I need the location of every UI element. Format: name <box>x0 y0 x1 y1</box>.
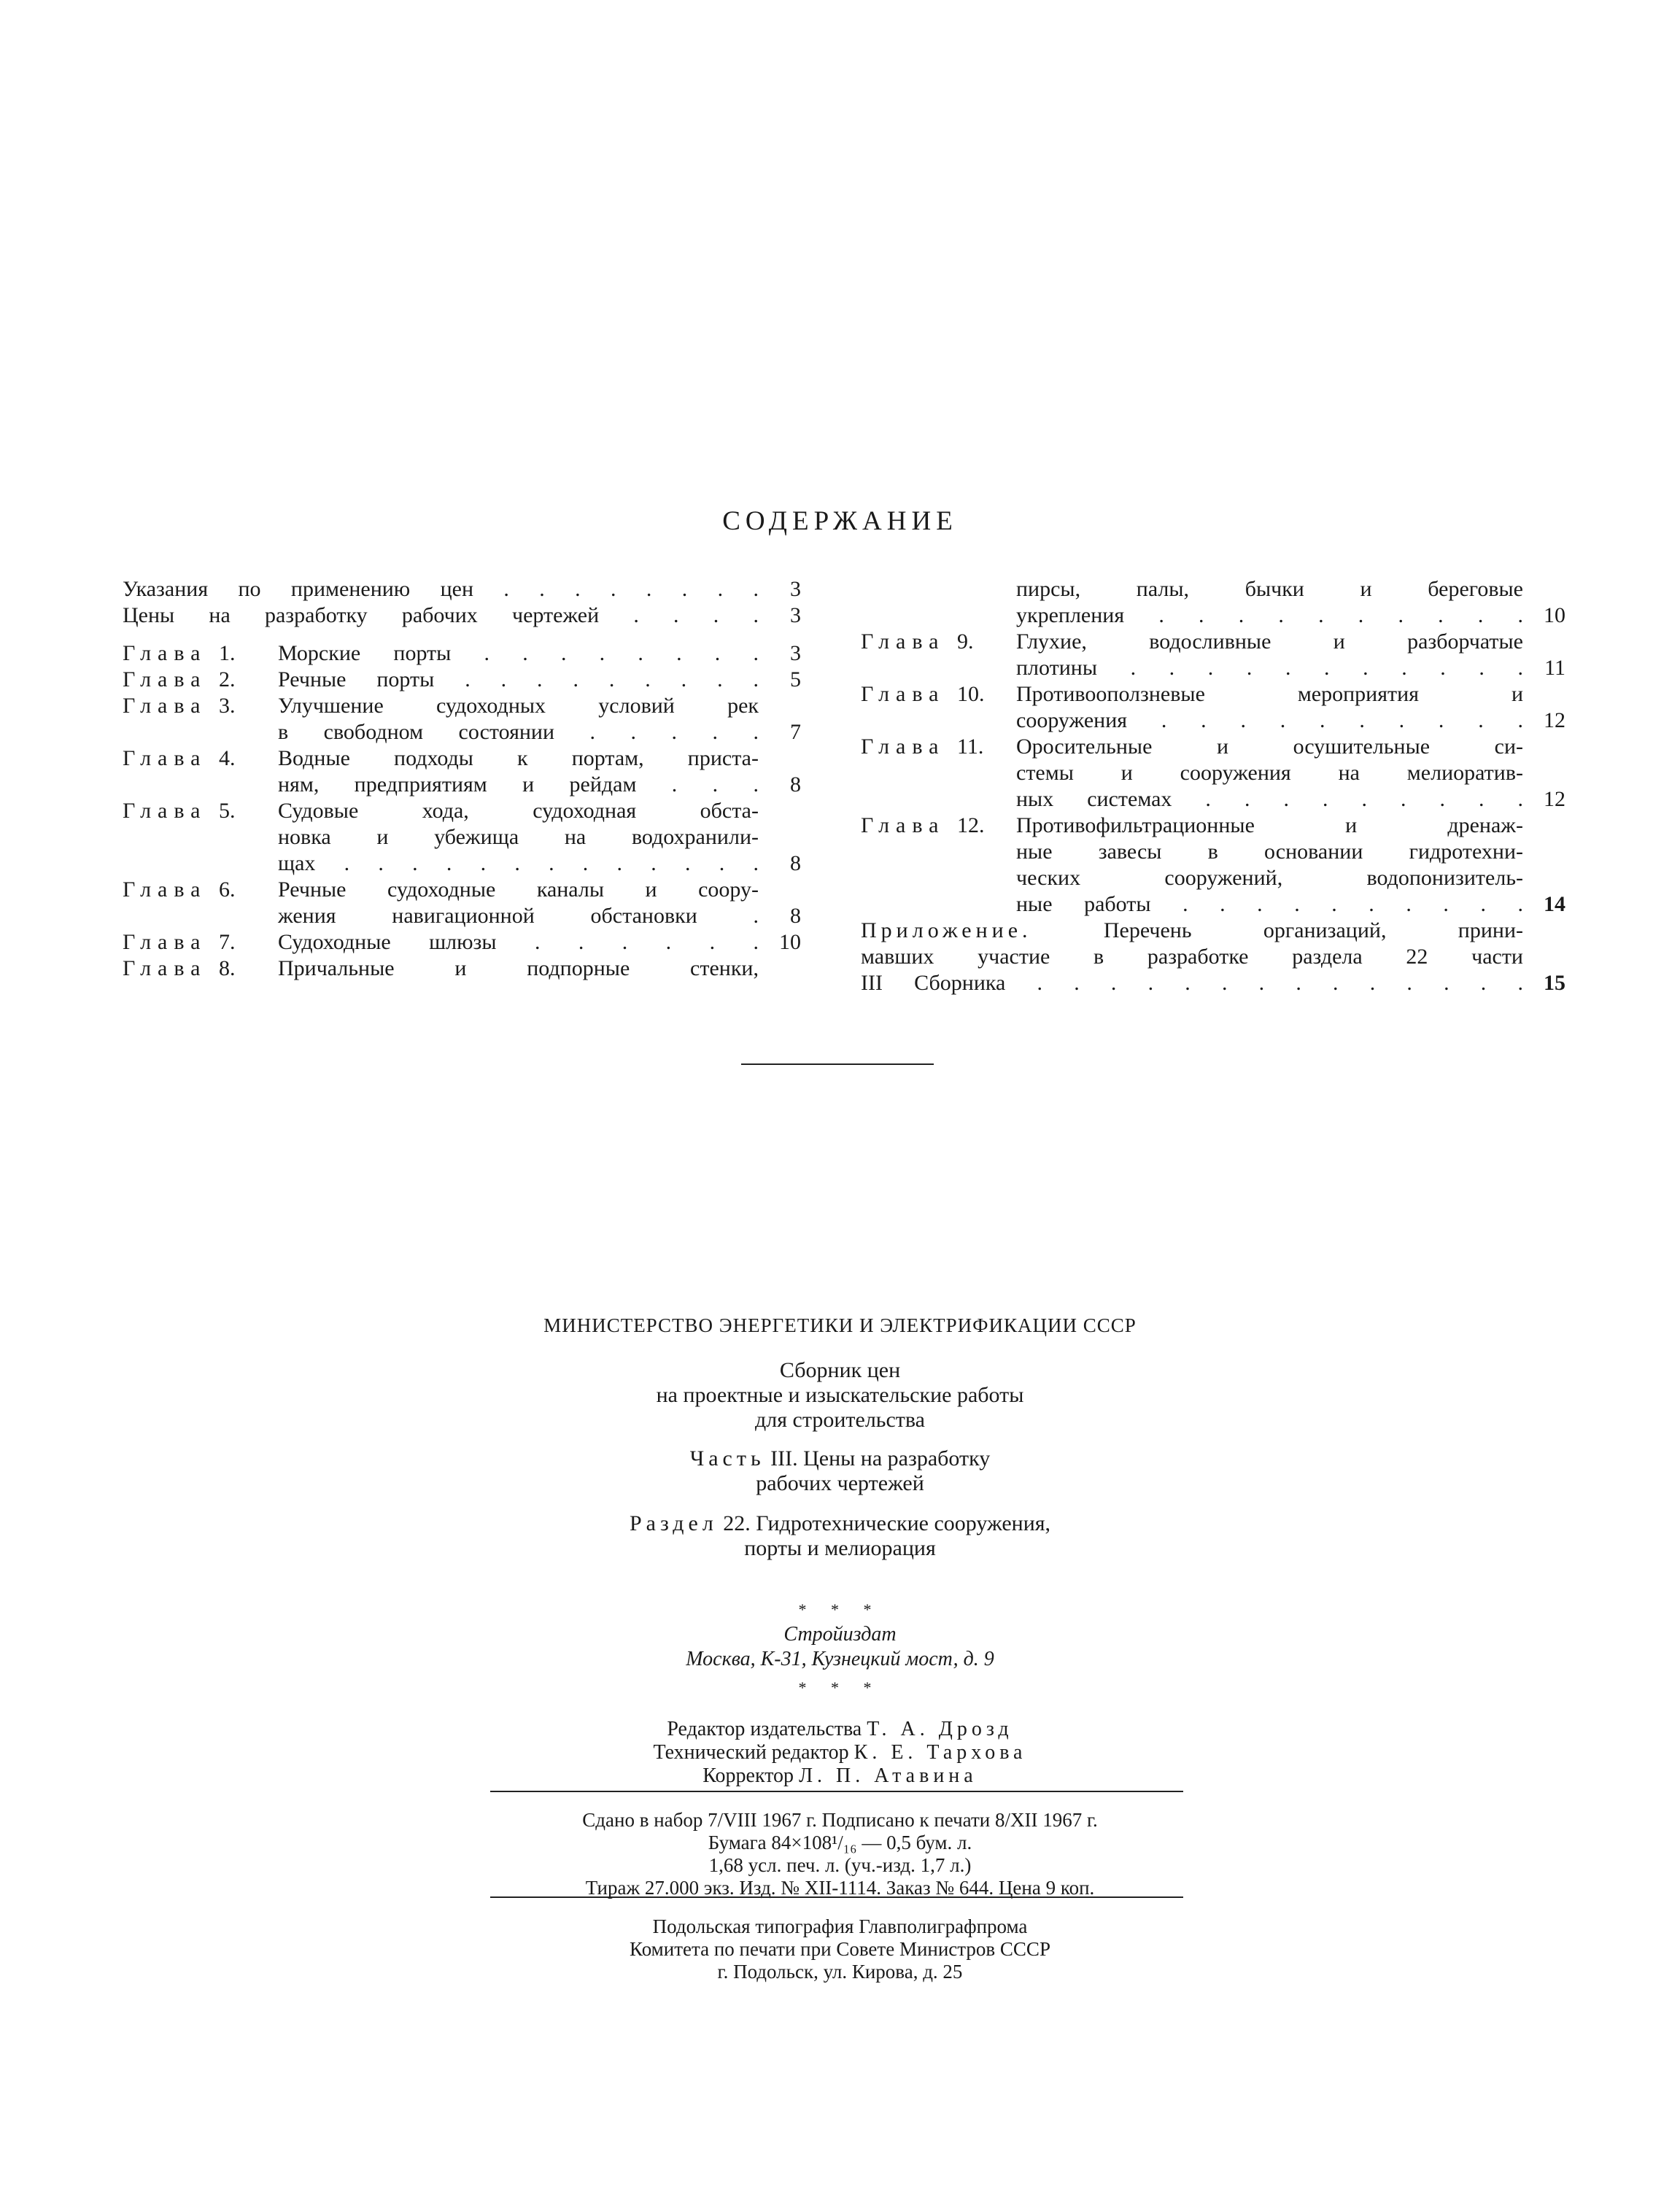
toc-page-number: 3 <box>790 641 801 665</box>
toc-entry-text: Перечень организаций, прини- <box>1103 918 1523 942</box>
toc-entry-chapter-2 <box>123 667 801 693</box>
toc-entry-text-line2: ням, предприятиям и рейдам . . . <box>278 772 759 797</box>
part-title-text: III. Цены на разработку <box>764 1446 991 1471</box>
publisher-name: Стройиздат <box>783 1623 897 1646</box>
toc-entry-text: пирсы, палы, бычки и береговые <box>1016 577 1523 601</box>
toc-entry-drawing-prices <box>123 602 801 629</box>
editor-role: Технический редактор <box>653 1741 849 1764</box>
publisher-block <box>0 1622 1680 1672</box>
toc-entry-text-line4: ные работы . . . . . . . . . . <box>1016 892 1523 916</box>
toc-entry-text: Цены на разработку рабочих чертежей . . . . <box>123 603 759 627</box>
toc-entry-text-line2: жения навигационной обстановки . <box>278 904 759 928</box>
toc-entry-text-line2: новка и убежища на водохранили- <box>278 825 759 849</box>
toc-entry-text-line3: ческих сооружений, водопонизитель- <box>1016 866 1523 890</box>
chapter-number: 3. <box>218 694 236 718</box>
chapter-number: 1. <box>218 641 236 665</box>
contents-left-column <box>123 576 801 982</box>
printer-line: Подольская типография Главполиграфпрома <box>652 1915 1028 1937</box>
chapter-label: Глава <box>123 667 207 691</box>
toc-page-number: 7 <box>790 720 801 744</box>
toc-entry-chapter-9 <box>861 629 1565 681</box>
section-label: Раздел <box>629 1511 718 1535</box>
toc-page-number: 10 <box>1544 603 1565 627</box>
toc-entry-text-line3: щах . . . . . . . . . . . . . <box>278 851 759 875</box>
chapter-number: 5. <box>218 799 236 823</box>
toc-entry-chapter-7 <box>123 929 801 956</box>
printer-line: г. Подольск, ул. Кирова, д. 25 <box>717 1961 963 1983</box>
toc-entry-chapter-5 <box>123 798 801 877</box>
part-label: Часть <box>689 1446 765 1471</box>
collection-title-line: Сборник цен <box>779 1358 901 1382</box>
publisher-address: Москва, К-31, Кузнецкий мост, д. 9 <box>686 1648 994 1670</box>
toc-entry-chapter-10 <box>861 681 1565 734</box>
section-divider <box>741 1063 934 1065</box>
part-title-line2: рабочих чертежей <box>756 1471 924 1495</box>
toc-entry-text: Речные судоходные каналы и соору- <box>278 877 759 902</box>
section-title <box>0 1511 1680 1561</box>
chapter-number: 4. <box>218 746 236 770</box>
toc-entry-text: Противооползневые мероприятия и <box>1016 682 1523 706</box>
chapter-label: Глава <box>123 746 207 770</box>
toc-entry-text-line2: сооружения . . . . . . . . . . <box>1016 708 1523 732</box>
print-info-line: Сдано в набор 7/VIII 1967 г. Подписано к печати 8/XII 1967 г. <box>582 1809 1098 1831</box>
asterism: * * * <box>798 1678 882 1697</box>
toc-page-number: 12 <box>1544 787 1565 811</box>
chapter-number: 8. <box>218 956 236 980</box>
chapter-number: 10. <box>956 682 985 706</box>
chapter-label: Глава <box>123 799 207 823</box>
toc-entry-text-line2: плотины . . . . . . . . . . . <box>1016 656 1523 680</box>
toc-entry-text: Судоходные шлюзы . . . . . . <box>278 930 759 954</box>
chapter-number: 6. <box>218 877 236 902</box>
chapter-label: Глава <box>861 682 945 706</box>
toc-entry-text-line3: III Сборника . . . . . . . . . . . . . . <box>861 971 1523 995</box>
contents-title: СОДЕРЖАНИЕ <box>722 506 958 536</box>
print-info-block <box>0 1809 1680 1899</box>
collection-title-line: для строительства <box>755 1408 925 1432</box>
collection-title <box>0 1358 1680 1433</box>
toc-entry-text: Водные подходы к портам, приста- <box>278 746 759 770</box>
section-title-text: 22. Гидротехнические сооружения, <box>717 1511 1051 1535</box>
part-title <box>0 1446 1680 1496</box>
toc-page-number: 5 <box>790 667 801 691</box>
toc-entry-chapter-12 <box>861 813 1565 918</box>
toc-entry-text: Глухие, водосливные и разборчатые <box>1016 629 1523 654</box>
toc-entry-text-line3: ных системах . . . . . . . . . <box>1016 787 1523 811</box>
editor-name: Л. П. Атавина <box>799 1764 978 1787</box>
editor-row <box>0 1718 1680 1741</box>
toc-page-number: 8 <box>790 904 801 928</box>
toc-entry-text: Причальные и подпорные стенки, <box>278 956 759 980</box>
toc-entry-chapter-6 <box>123 877 801 929</box>
chapter-label: Глава <box>861 813 945 837</box>
printer-line: Комитета по печати при Совете Министров СССР <box>630 1938 1050 1960</box>
toc-entry-chapter-3 <box>123 693 801 745</box>
toc-entry-text-line2: мавших участие в разработке раздела 22 части <box>861 945 1523 969</box>
imprint-rule <box>490 1791 1183 1792</box>
chapter-number: 12. <box>956 813 985 837</box>
print-info-line: 1,68 усл. печ. л. (уч.-изд. 1,7 л.) <box>708 1854 972 1876</box>
chapter-number: 11. <box>956 735 984 759</box>
toc-entry-chapter-8 <box>123 956 801 982</box>
imprint-rule <box>490 1896 1183 1898</box>
toc-entry-chapter-1 <box>123 640 801 667</box>
toc-entry-text: Улучшение судоходных условий рек <box>278 694 759 718</box>
editors-block <box>0 1718 1680 1788</box>
toc-entry-chapter-11 <box>861 734 1565 813</box>
ministry-name: МИНИСТЕРСТВО ЭНЕРГЕТИКИ И ЭЛЕКТРИФИКАЦИИ СССР <box>543 1314 1137 1336</box>
editor-name: К. Е. Тархова <box>853 1741 1027 1764</box>
chapter-label: Глава <box>123 694 207 718</box>
editor-role: Корректор <box>702 1764 794 1787</box>
toc-entry-chapter-4 <box>123 745 801 798</box>
toc-entry-text: Судовые хода, судоходная обста- <box>278 799 759 823</box>
toc-page-number: 11 <box>1544 656 1565 680</box>
toc-entry-text-line2: в свободном состоянии . . . . . <box>278 720 759 744</box>
toc-entry-text: Речные порты . . . . . . . . . <box>278 667 759 691</box>
toc-entry-price-instructions <box>123 576 801 602</box>
collection-title-line: на проектные и изыскательские работы <box>656 1383 1024 1407</box>
toc-page-number: 8 <box>790 851 801 875</box>
toc-entry-text-line2: ные завесы в основании гидротехни- <box>1016 840 1523 864</box>
print-info-line: Бумага 84×108¹/₁₆ — 0,5 бум. л. <box>708 1832 972 1853</box>
toc-page-number: 3 <box>790 577 801 601</box>
editor-row <box>0 1764 1680 1788</box>
toc-entry-text: Указания по применению цен . . . . . . . . <box>123 577 759 601</box>
chapter-number: 9. <box>956 629 974 654</box>
appendix-label: Приложение. <box>861 918 1032 942</box>
print-info-line: Тираж 27.000 экз. Изд. № XII-1114. Заказ № 644. Цена 9 коп. <box>585 1877 1095 1899</box>
toc-entry-text: Морские порты . . . . . . . . <box>278 641 759 665</box>
chapter-label: Глава <box>861 629 945 654</box>
toc-page-number: 3 <box>790 603 801 627</box>
chapter-label: Глава <box>123 641 207 665</box>
toc-page-number: 12 <box>1544 708 1565 732</box>
chapter-label: Глава <box>123 877 207 902</box>
chapter-label: Глава <box>123 930 207 954</box>
toc-page-number: 10 <box>779 930 801 954</box>
section-title-line2: порты и мелиорация <box>744 1536 936 1560</box>
asterism: * * * <box>798 1600 882 1619</box>
toc-page-number: 15 <box>1544 971 1565 995</box>
chapter-label: Глава <box>861 735 945 759</box>
printer-block <box>0 1915 1680 1983</box>
editor-role: Редактор издательства <box>667 1718 862 1740</box>
toc-page-number: 14 <box>1544 892 1565 916</box>
editor-name: Т. А. Дрозд <box>867 1718 1013 1740</box>
toc-entry-chapter-8-cont <box>861 576 1565 629</box>
toc-entry-text: Противофильтрационные и дренаж- <box>1016 813 1523 837</box>
contents-right-column <box>861 576 1565 996</box>
chapter-number: 7. <box>218 930 236 954</box>
chapter-label: Глава <box>123 956 207 980</box>
editor-row <box>0 1741 1680 1764</box>
toc-entry-text-line2: стемы и сооружения на мелиоратив- <box>1016 761 1523 785</box>
chapter-number: 2. <box>218 667 236 691</box>
toc-entry-text: Оросительные и осушительные си- <box>1016 735 1523 759</box>
toc-entry-text-line2: укрепления . . . . . . . . . . <box>1016 603 1523 627</box>
toc-page-number: 8 <box>790 772 801 797</box>
toc-entry-appendix <box>861 918 1565 996</box>
